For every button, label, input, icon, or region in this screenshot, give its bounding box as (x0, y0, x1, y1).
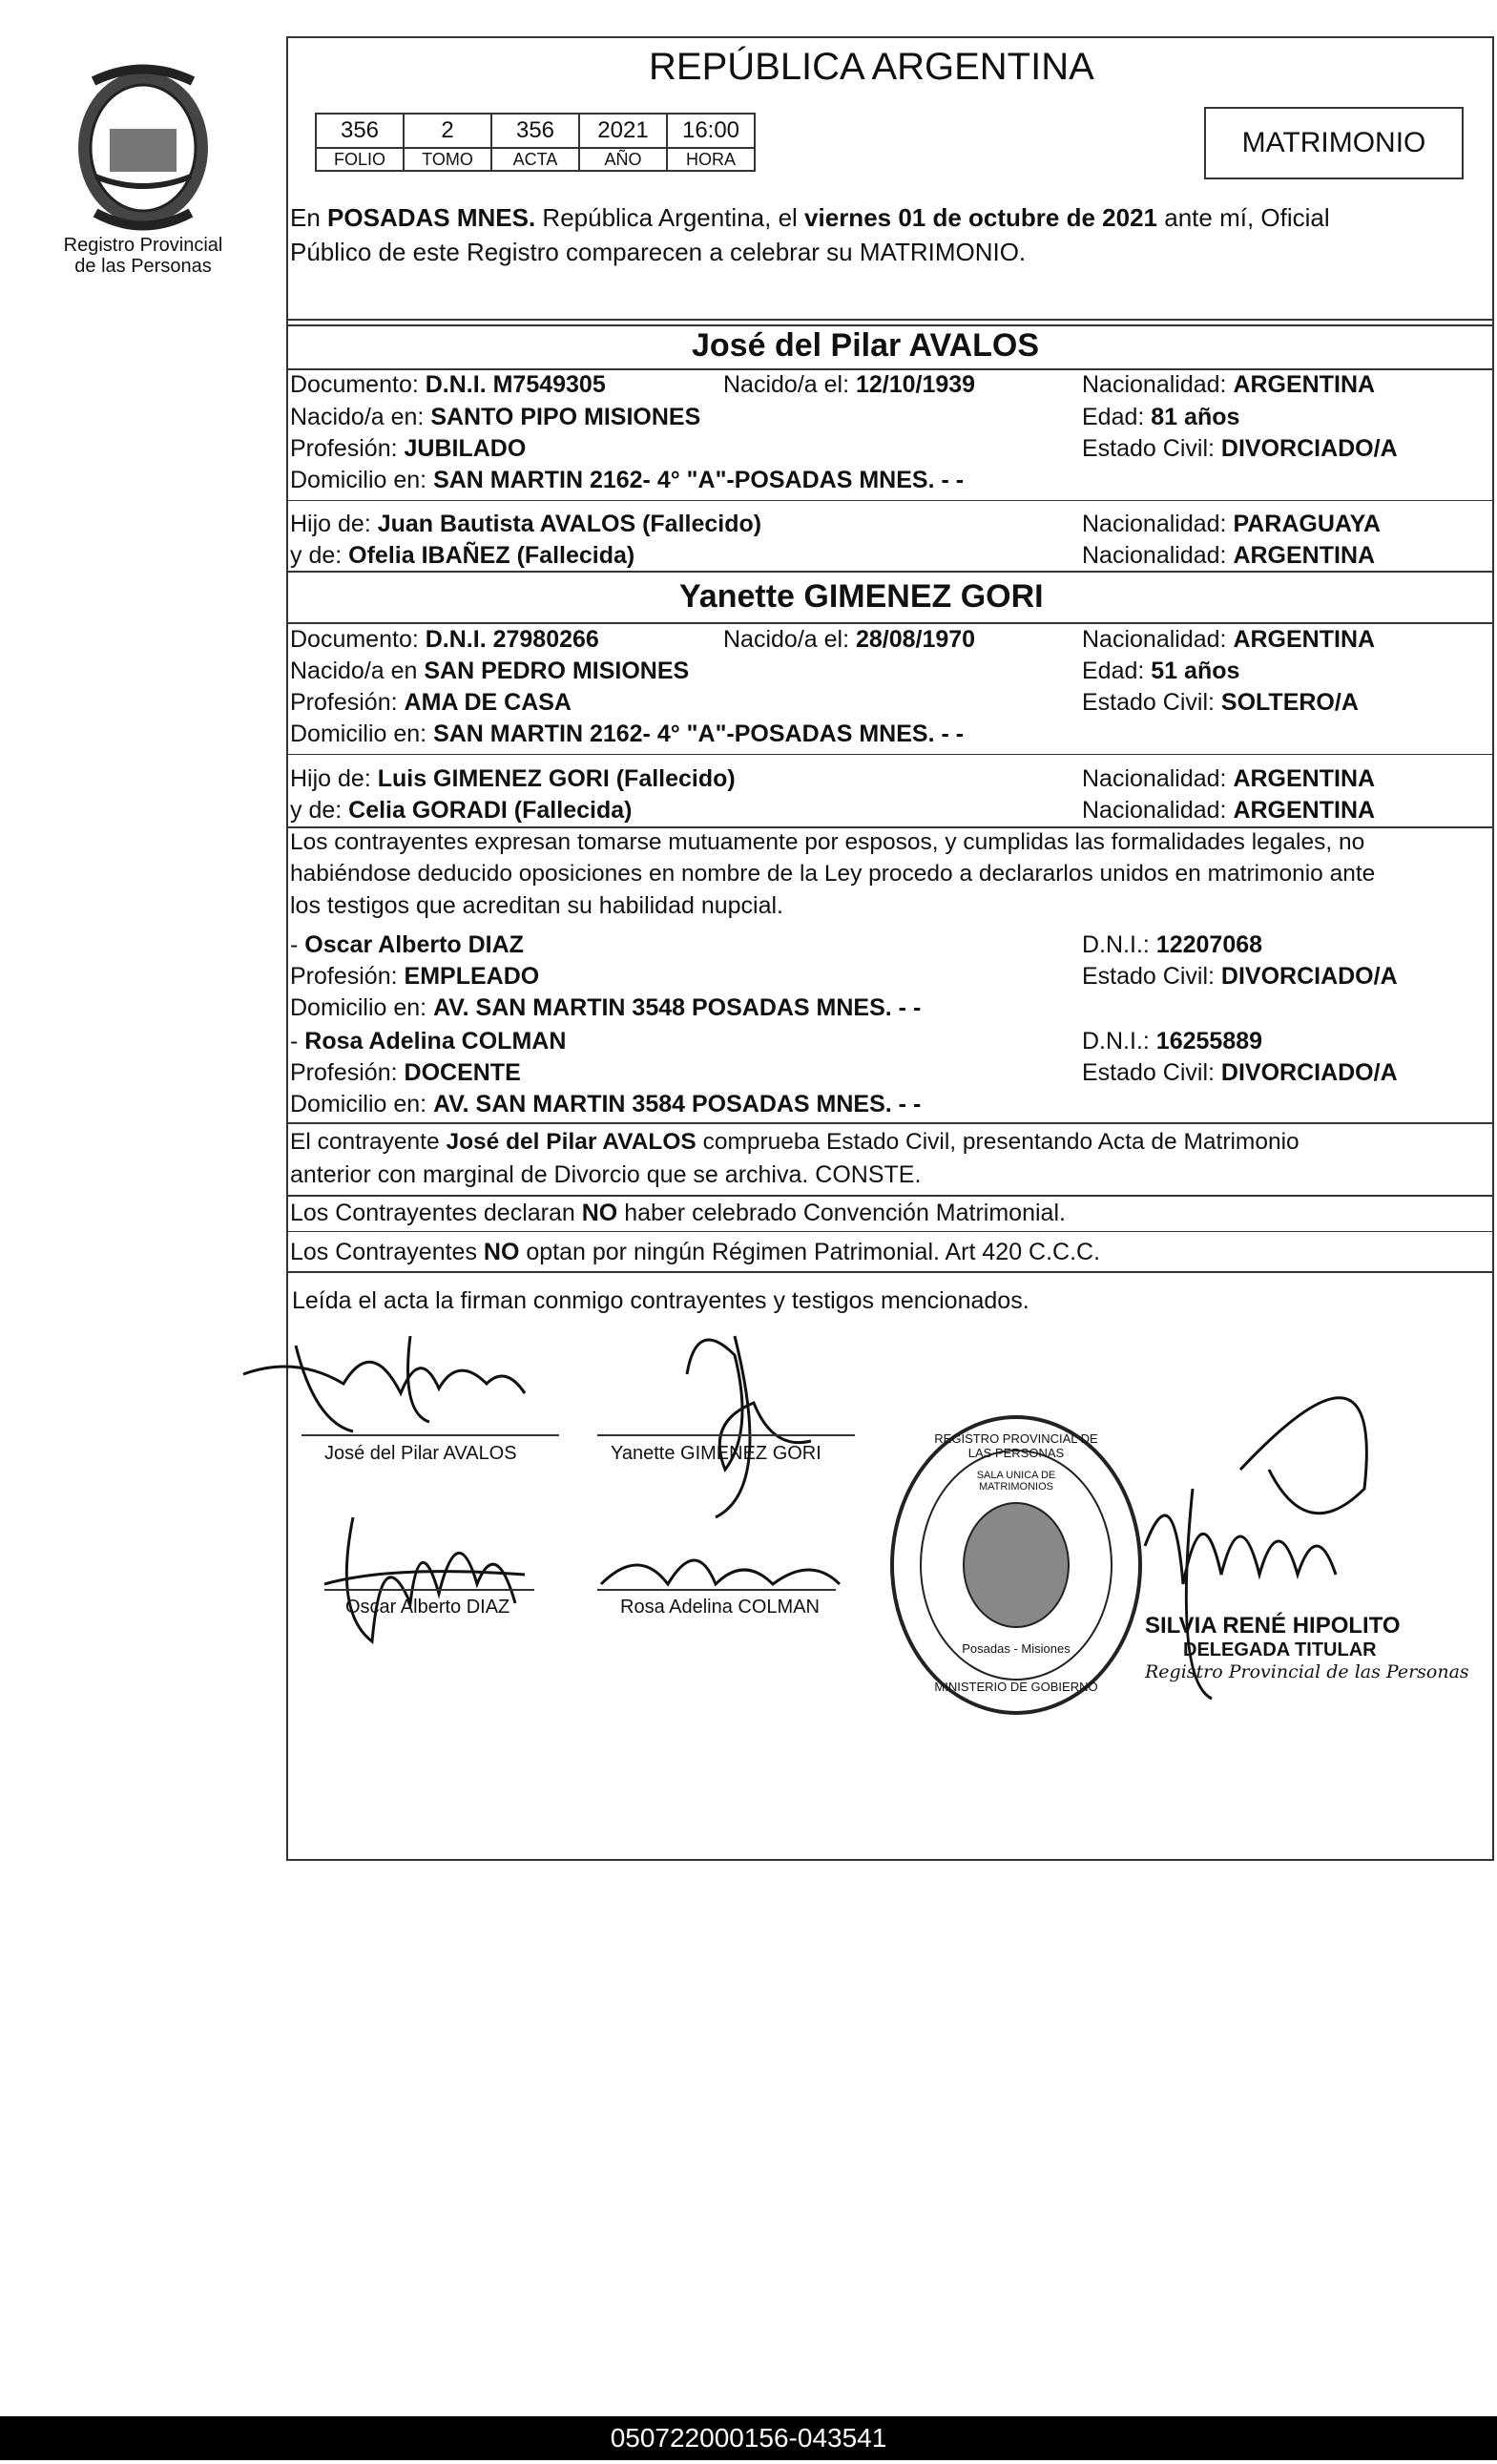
field-hora-value: 16:00 (666, 113, 756, 149)
spouse2-prof (290, 688, 572, 717)
witness1-addr-value: AV. SAN MARTIN 3548 POSADAS MNES. - - (433, 994, 922, 1021)
spouse1-father-nat (1082, 510, 1381, 538)
spouse1-mother-nat-value: ARGENTINA (1233, 542, 1376, 569)
field-acta-caption: ACTA (490, 149, 580, 172)
spouse2-doc-value: D.N.I. 27980266 (425, 626, 599, 653)
spouse2-born-value: 28/08/1970 (855, 626, 976, 653)
spouse1-addr (290, 466, 964, 494)
witness1-dni (1082, 930, 1262, 959)
sig-label-3: Oscar Alberto DIAZ (345, 1597, 510, 1618)
registry-name (38, 235, 248, 277)
civil-note-line1 (290, 1128, 1299, 1157)
stamp-outer: REGISTRO PROVINCIAL DE LAS PERSONAS (934, 1431, 1098, 1460)
divider-intro (286, 319, 1492, 321)
spouse2-father (290, 764, 736, 793)
spouse1-civil (1082, 434, 1398, 463)
spouse1-nat (1082, 370, 1375, 399)
witness2-civil-label: Estado Civil: (1082, 1059, 1221, 1086)
witness1-prof-label: Profesión: (290, 963, 405, 990)
spouse2-nat-label: Nacionalidad: (1082, 626, 1234, 653)
stamp-city: Posadas - Misiones (962, 1641, 1071, 1656)
spouse2-age-value: 51 años (1151, 658, 1240, 684)
witness1-name-value: Oscar Alberto DIAZ (304, 931, 524, 958)
civil-note-p2: comprueba Estado Civil, presentando Acta de Matrimonio (696, 1129, 1299, 1155)
intro-p2: República Argentina, el (535, 203, 805, 232)
spouse2-mother-nat-value: ARGENTINA (1233, 797, 1376, 824)
spouse1-doc (290, 370, 606, 399)
spouse2-mother-nat (1082, 796, 1375, 825)
sig-label-1: José del Pilar AVALOS (324, 1443, 517, 1464)
field-hora-caption: HORA (666, 149, 756, 172)
read-note: Leída el acta la firman conmigo contrayentes y testigos mencionados. (292, 1287, 1029, 1314)
country-title: REPÚBLICA ARGENTINA (649, 46, 1094, 88)
spouse1-place (290, 403, 700, 431)
witness1-prefix: - (290, 931, 305, 958)
spouse2-born (723, 625, 975, 654)
registry-name-line1: Registro Provincial (63, 235, 223, 256)
field-tomo-caption: TOMO (403, 149, 492, 172)
spouse2-nat-value: ARGENTINA (1233, 626, 1376, 653)
witness1-dni-value: 12207068 (1155, 931, 1263, 958)
regime-p2: optan por ningún Régimen Patrimonial. Art 420 C.C.C. (519, 1239, 1101, 1265)
witness2-addr-value: AV. SAN MARTIN 3584 POSADAS MNES. - - (433, 1091, 922, 1117)
witness1-dni-label: D.N.I.: (1082, 931, 1156, 958)
frame-bottom (286, 1859, 1492, 1861)
spouse1-mother-nat (1082, 541, 1375, 570)
sig-line-2 (597, 1434, 855, 1436)
regime-no: NO (483, 1239, 520, 1265)
intro-place: POSADAS MNES. (327, 203, 536, 232)
official-stamp (887, 1412, 1145, 1718)
spouse1-father-label: Hijo de: (290, 511, 378, 537)
convention-note (290, 1199, 1066, 1227)
field-anio-value: 2021 (578, 113, 668, 149)
spouse2-mother-label: y de: (290, 797, 349, 824)
witness1-name (290, 930, 524, 959)
spouse2-civil-label: Estado Civil: (1082, 689, 1221, 716)
spouse2-father-label: Hijo de: (290, 765, 378, 792)
spouse1-age (1082, 403, 1239, 431)
spouse1-place-value: SANTO PIPO MISIONES (430, 404, 701, 430)
civil-note-p1: El contrayente (290, 1129, 447, 1155)
witness1-prof (290, 962, 539, 991)
witness2-prof-label: Profesión: (290, 1059, 405, 1086)
field-tomo-value: 2 (403, 113, 492, 149)
witness2-dni (1082, 1027, 1262, 1055)
sig-line-1 (301, 1434, 559, 1436)
spouse2-father-nat-label: Nacionalidad: (1082, 765, 1234, 792)
witness2-name-value: Rosa Adelina COLMAN (304, 1028, 567, 1055)
sig-line-4 (597, 1589, 836, 1591)
spouse1-doc-label: Documento: (290, 371, 426, 398)
field-anio-caption: AÑO (578, 149, 668, 172)
sig-label-4: Rosa Adelina COLMAN (620, 1597, 820, 1618)
sig-label-2: Yanette GIMENEZ GORI (611, 1443, 821, 1464)
spouse1-age-label: Edad: (1082, 404, 1152, 430)
spouse2-addr-value: SAN MARTIN 2162- 4° "A"-POSADAS MNES. - - (433, 720, 965, 747)
witness2-addr (290, 1090, 921, 1118)
footer-code: 050722000156-043541 (610, 2423, 887, 2453)
spouse1-born-label: Nacido/a el: (723, 371, 856, 398)
spouse1-born (723, 370, 975, 399)
spouse2-mother (290, 796, 632, 825)
spouse2-addr-label: Domicilio en: (290, 720, 434, 747)
intro-date: viernes 01 de octubre de 2021 (804, 203, 1158, 232)
civil-note-name: José del Pilar AVALOS (446, 1129, 697, 1155)
witness2-dni-label: D.N.I.: (1082, 1028, 1156, 1055)
spouse1-father-nat-label: Nacionalidad: (1082, 511, 1234, 537)
spouse2-prof-value: AMA DE CASA (404, 689, 572, 716)
spouse2-age-label: Edad: (1082, 658, 1152, 684)
witness2-civil (1082, 1058, 1398, 1087)
frame-right (1492, 36, 1494, 1861)
spouse2-doc (290, 625, 599, 654)
intro-line2: Público de este Registro comparecen a celebrar su MATRIMONIO. (290, 238, 1027, 266)
convention-no: NO (581, 1200, 618, 1226)
spouse1-addr-value: SAN MARTIN 2162- 4° "A"-POSADAS MNES. - - (433, 467, 965, 493)
spouse1-prof (290, 434, 526, 463)
divider-spouse2-top (286, 571, 1492, 573)
witness2-prof (290, 1058, 521, 1087)
spouse1-mother-value: Ofelia IBAÑEZ (Fallecida) (348, 542, 635, 569)
stamp-inner: SALA UNICA DE MATRIMONIOS (976, 1470, 1056, 1493)
field-folio-caption: FOLIO (315, 149, 405, 172)
spouse1-mother-nat-label: Nacionalidad: (1082, 542, 1234, 569)
witness1-addr-label: Domicilio en: (290, 994, 434, 1021)
witness2-name (290, 1027, 566, 1055)
spouse1-civil-value: DIVORCIADO/A (1220, 435, 1398, 462)
sig-line-3 (324, 1589, 534, 1591)
frame-top (286, 36, 1492, 38)
declaration-line3: los testigos que acreditan su habilidad nupcial. (290, 892, 784, 919)
spouse1-place-label: Nacido/a en: (290, 404, 431, 430)
spouse2-age (1082, 657, 1239, 685)
official-signature-block (1145, 1613, 1469, 1682)
spouse1-mother-label: y de: (290, 542, 349, 569)
spouse1-father (290, 510, 761, 538)
witness2-dni-value: 16255889 (1155, 1028, 1263, 1055)
spouse1-mother (290, 541, 634, 570)
spouse2-mother-nat-label: Nacionalidad: (1082, 797, 1234, 824)
official-title: DELEGADA TITULAR (1183, 1639, 1377, 1660)
divider-regime (286, 1231, 1492, 1232)
spouse1-age-value: 81 años (1151, 404, 1240, 430)
handwritten-signatures (239, 1298, 1479, 1756)
spouse2-civil (1082, 688, 1359, 717)
spouse2-father-value: Luis GIMENEZ GORI (Fallecido) (377, 765, 736, 792)
witness1-civil (1082, 962, 1398, 991)
convention-p2: haber celebrado Convención Matrimonial. (617, 1200, 1066, 1226)
spouse2-mother-value: Celia GORADI (Fallecida) (348, 797, 633, 824)
intro-p1: En (290, 203, 328, 232)
spouse2-addr (290, 720, 964, 748)
divider-notes (286, 1122, 1492, 1124)
declaration-line2: habiéndose deducido oposiciones en nombre de la Ley procedo a declararlos unidos en matrimonio ante (290, 861, 1376, 887)
spouse2-father-nat-value: ARGENTINA (1233, 765, 1376, 792)
spouse1-addr-label: Domicilio en: (290, 467, 434, 493)
spouse2-civil-value: SOLTERO/A (1220, 689, 1359, 716)
spouse2-place-value: SAN PEDRO MISIONES (424, 658, 690, 684)
divider-convention (286, 1195, 1492, 1197)
divider-spouse2-parents (286, 754, 1492, 755)
field-folio-value: 356 (315, 113, 405, 149)
official-org: Registro Provincial de las Personas (1145, 1661, 1469, 1682)
spouse1-nat-label: Nacionalidad: (1082, 371, 1234, 398)
witness1-civil-value: DIVORCIADO/A (1220, 963, 1398, 990)
witness2-civil-value: DIVORCIADO/A (1220, 1059, 1398, 1086)
witness1-civil-label: Estado Civil: (1082, 963, 1221, 990)
spouse2-born-label: Nacido/a el: (723, 626, 856, 653)
witness2-addr-label: Domicilio en: (290, 1091, 434, 1117)
spouse1-father-nat-value: PARAGUAYA (1233, 511, 1382, 537)
spouse2-place (290, 657, 689, 685)
spouse1-born-value: 12/10/1939 (855, 371, 976, 398)
spouse1-prof-value: JUBILADO (404, 435, 527, 462)
spouse2-place-label: Nacido/a en (290, 658, 425, 684)
intro-line1 (290, 203, 1330, 232)
spouse2-father-nat (1082, 764, 1375, 793)
official-name: SILVIA RENÉ HIPOLITO (1145, 1613, 1401, 1639)
spouse1-civil-label: Estado Civil: (1082, 435, 1221, 462)
divider-spouse2 (286, 622, 1492, 624)
declaration-line1: Los contrayentes expresan tomarse mutuamente por esposos, y cumplidas las formalidades legales, no (290, 829, 1365, 855)
witness2-prof-value: DOCENTE (404, 1059, 521, 1086)
spouse2-nat (1082, 625, 1375, 654)
spouse2-prof-label: Profesión: (290, 689, 405, 716)
spouse1-doc-value: D.N.I. M7549305 (425, 371, 606, 398)
spouse2-name: Yanette GIMENEZ GORI (679, 578, 1044, 615)
spouse1-name: José del Pilar AVALOS (692, 327, 1040, 364)
field-acta-value: 356 (490, 113, 580, 149)
regime-p1: Los Contrayentes (290, 1239, 484, 1265)
registry-name-line2: de las Personas (74, 256, 212, 277)
witness2-prefix: - (290, 1028, 305, 1055)
witness1-prof-value: EMPLEADO (404, 963, 540, 990)
spouse2-doc-label: Documento: (290, 626, 426, 653)
spouse1-prof-label: Profesión: (290, 435, 405, 462)
province-logo (57, 52, 229, 234)
record-type-box: MATRIMONIO (1204, 107, 1464, 179)
divider-spouse1-parents (286, 500, 1492, 501)
intro-p3: ante mí, Oficial (1157, 203, 1330, 232)
divider-read (286, 1271, 1492, 1273)
spouse1-father-value: Juan Bautista AVALOS (Fallecido) (377, 511, 762, 537)
stamp-bottom: MINISTERIO DE GOBIERNO (934, 1680, 1098, 1694)
witness1-addr (290, 993, 921, 1022)
civil-note-line2: anterior con marginal de Divorcio que se archiva. CONSTE. (290, 1161, 922, 1188)
regime-note (290, 1238, 1100, 1266)
convention-p1: Los Contrayentes declaran (290, 1200, 582, 1226)
spouse1-nat-value: ARGENTINA (1233, 371, 1376, 398)
